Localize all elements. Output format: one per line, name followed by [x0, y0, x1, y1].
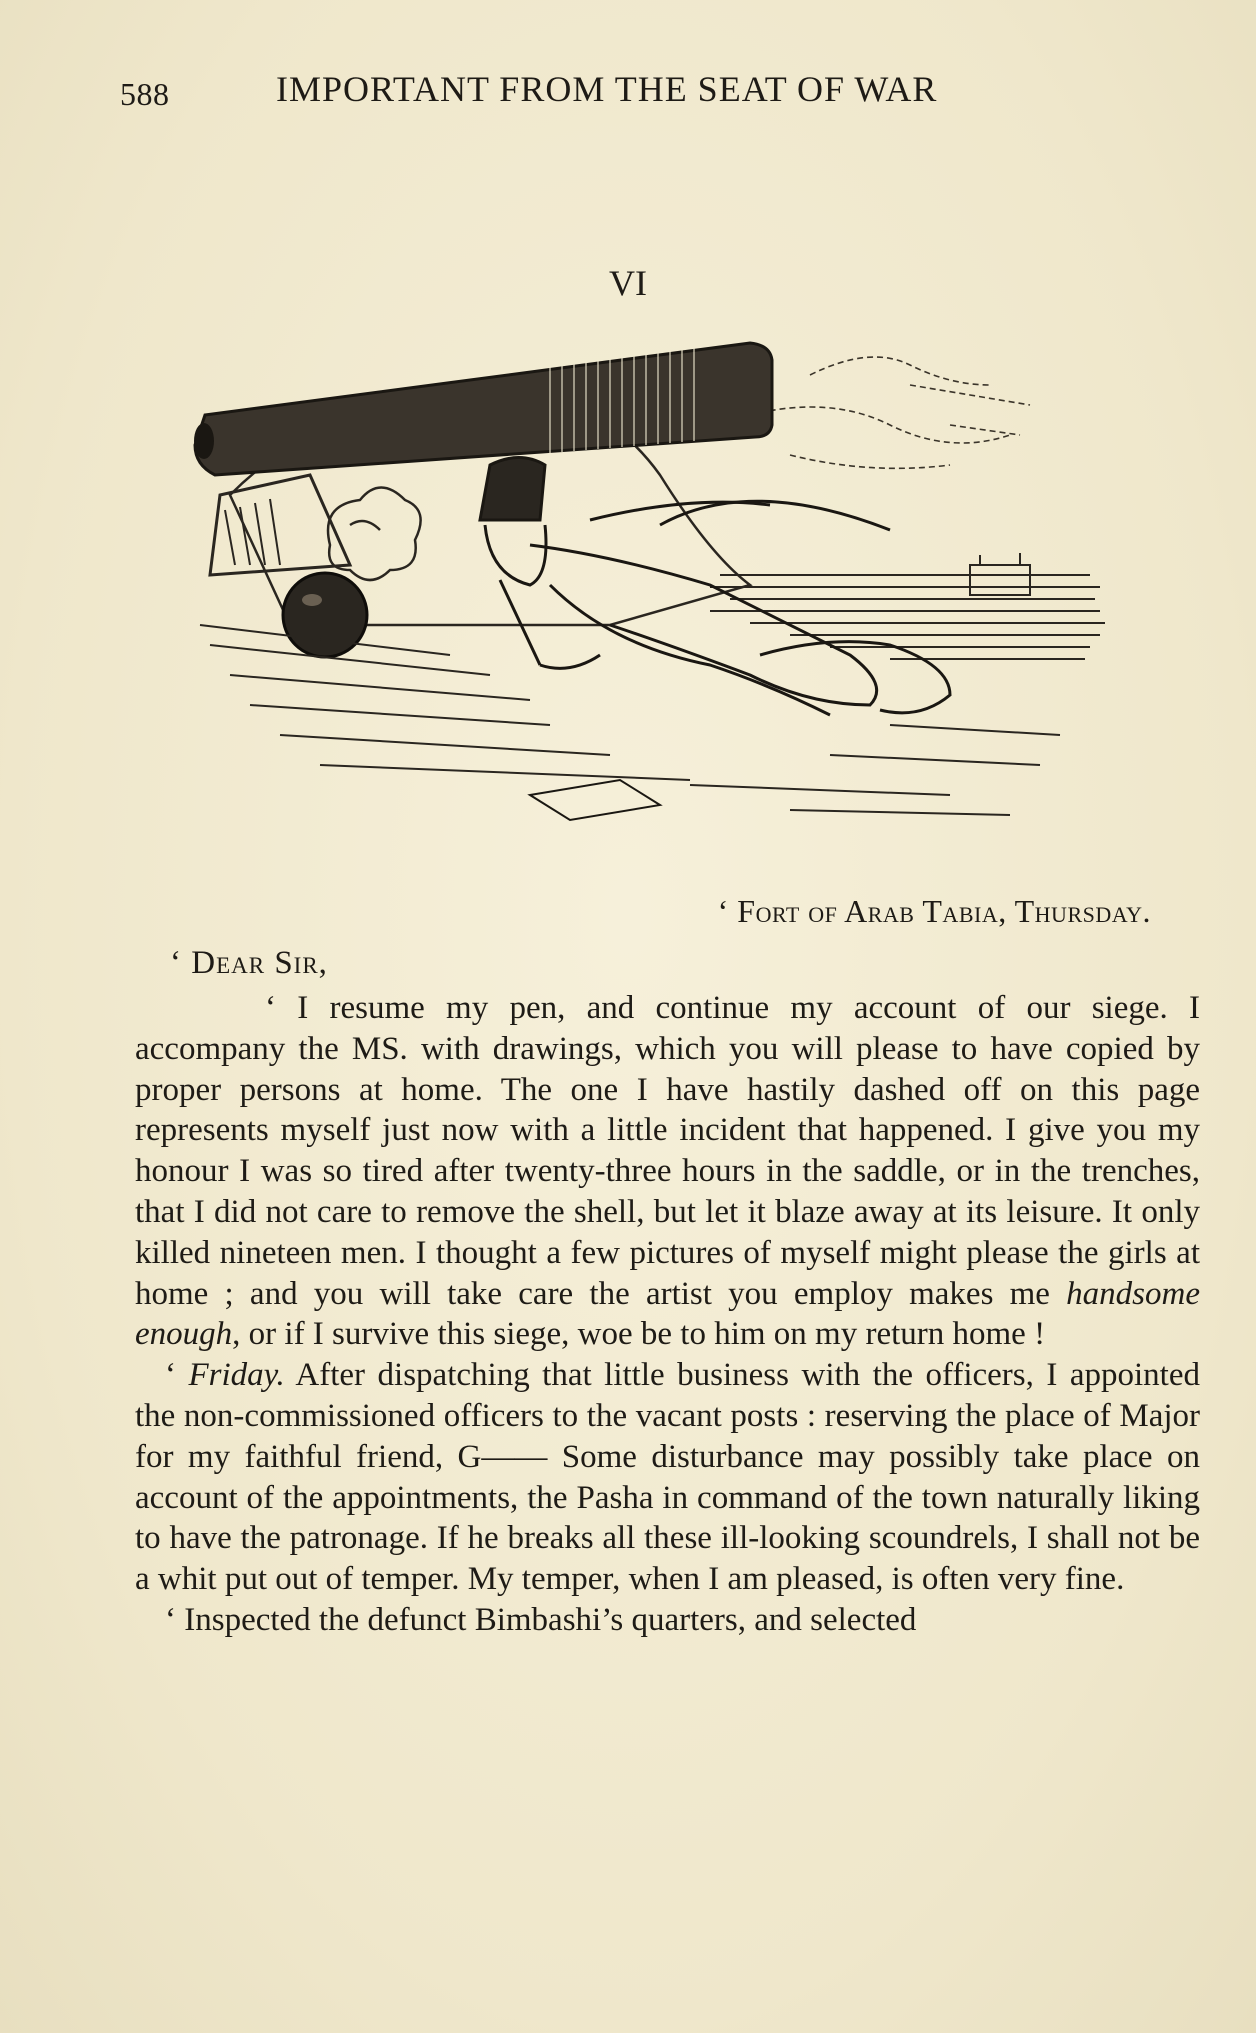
cannon-icon	[194, 343, 772, 475]
paragraph-2	[135, 1355, 1200, 1600]
page-number: 588	[120, 76, 170, 112]
letter-salutation: ‘ Dear Sir,	[170, 945, 328, 981]
paragraph-2-italic: Friday.	[188, 1357, 285, 1394]
paragraph-2-lead: ‘	[165, 1357, 189, 1394]
paragraph-1-italic: handsome enough	[135, 1275, 1200, 1353]
paragraph-3-text: ‘ Inspected the defunct Bimbashi’s quarters, and selected	[165, 1601, 917, 1638]
page-header	[120, 68, 1050, 118]
paper-sheet	[530, 780, 660, 820]
paragraph-1-end: , or if I survive this siege, woe be to him on my return home !	[232, 1316, 1046, 1353]
sky-smoke	[750, 357, 1030, 468]
paragraph-1-text: ‘ I resume my pen, and continue my account of our siege. I accompany the MS. with drawings, which you will please to have copied by proper persons at home. The one I have hastily dashed off on this page represents myself just now with a little incident that happened. I give you my honour I was so tired after twenty-three hours in the saddle, or in the trenches, that I did not care to remove the shell, but let it blaze away at its leisure. It only killed nineteen men. I thought a few pictures of myself might please the girls at home ; and you will take care the artist you employ makes me	[135, 990, 1200, 1312]
paragraph-3	[135, 1600, 1200, 1641]
chapter-numeral: VI	[609, 263, 647, 303]
engraving-illustration	[190, 325, 1140, 865]
sea-hatching	[710, 575, 1105, 659]
paragraph-2-text: After dispatching that little business with the officers, I appointed the non-commissioned officers to the vacant posts : reserving the place of Major for my faithful friend, G—— Some disturbance may possibly take place on account of the appointments, the Pasha in command of the town naturally liking to have the patronage. If he breaks all these ill-looking scoundrels, I shall not be a whit put out of temper. My temper, when I am pleased, is often very fine.	[135, 1357, 1200, 1598]
paragraph-1	[135, 988, 1200, 1355]
letter-dateline: ‘ Fort of Arab Tabia, Thursday.	[717, 893, 1151, 929]
running-head: IMPORTANT FROM THE SEAT OF WAR	[276, 69, 938, 109]
letter-body	[135, 988, 1200, 1641]
